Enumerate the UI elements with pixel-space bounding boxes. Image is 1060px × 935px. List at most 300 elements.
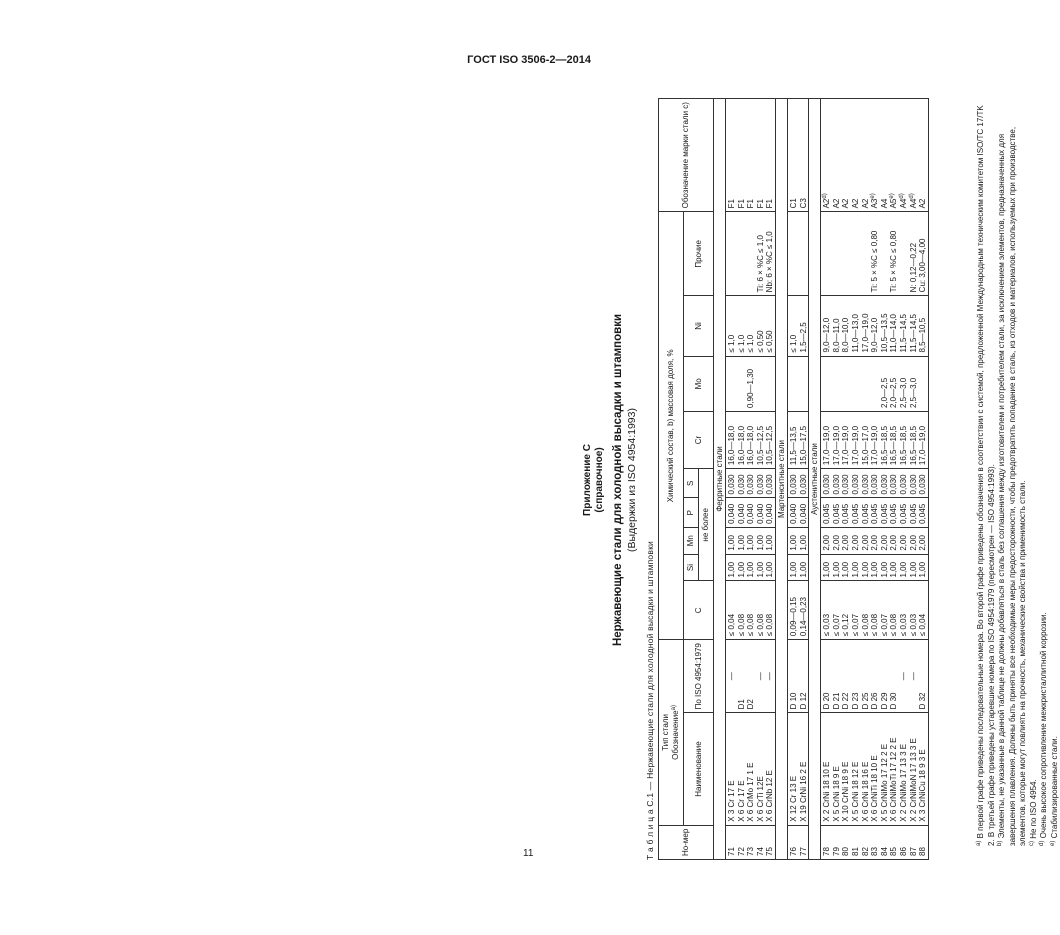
row-iso: —: [909, 640, 919, 713]
row-C: ≤ 0,03: [909, 581, 919, 640]
rotated-appendix: [582, 80, 1059, 860]
row-C: ≤ 0,08: [737, 581, 747, 640]
row-Si: 1,00: [861, 554, 871, 581]
row-Si: 1,00: [787, 554, 798, 581]
section-row: [775, 99, 787, 860]
header-C: C: [684, 581, 714, 640]
row-Ni: 8,0—11,0: [832, 296, 842, 356]
row-name: X 5 CrNi 18 9 E: [832, 713, 842, 825]
footnote-text: В первой графе приведены последовательные номера. Во второй графе приведены обозначения в соответствии с системой, предложенной Международным техническим комитетом ISO/TC 17/TK 2. В третьей графе приведены устаревшие номера по ISO 4954:1979 (пересмотрен — ISO 4954:1993).: [976, 105, 996, 846]
row-Mn: 2,00: [841, 527, 851, 554]
header-mark: Обозначение марки стали c): [659, 99, 714, 212]
row-C: ≤ 0,04: [918, 581, 928, 640]
footnote: [976, 100, 997, 860]
footnote-text: Очень высокое сопротивление межкристаллитной коррозии.: [1039, 612, 1048, 841]
row-Cr: 10,5—12,5: [756, 412, 766, 469]
row-P: 0,040: [799, 498, 809, 527]
table-row: [918, 99, 928, 860]
row-Si: 1,00: [832, 554, 842, 581]
row-Cr: 17,0—19,0: [918, 412, 928, 469]
row-Si: 1,00: [756, 554, 766, 581]
row-num: 76: [787, 825, 798, 859]
row-num: 74: [756, 825, 766, 859]
row-mark-note: d): [898, 193, 905, 199]
table-row: [841, 99, 851, 860]
row-P: 0,045: [880, 498, 890, 527]
row-Cr: 10,5—12,5: [765, 412, 775, 469]
row-C: ≤ 0,03: [899, 581, 909, 640]
row-Cr: 17,0—19,0: [832, 412, 842, 469]
row-other: [799, 212, 809, 296]
row-mark: A2: [851, 99, 861, 212]
row-name: X 6 CrMo 17 1 E: [746, 713, 756, 825]
row-mark: A2: [918, 99, 928, 212]
row-Mo: 2,0—2,5: [880, 356, 890, 411]
row-Mn: 2,00: [889, 527, 899, 554]
row-Ni: ≤ 0,50: [756, 296, 766, 356]
row-Mo: 0,90—1,30: [746, 356, 756, 411]
row-num: 82: [861, 825, 871, 859]
footnote: [1039, 100, 1050, 860]
row-iso: D 23: [851, 640, 861, 713]
row-Ni: 11,5—14,5: [909, 296, 919, 356]
table-row: [909, 99, 919, 860]
row-iso: —: [756, 640, 766, 713]
row-Mn: 2,00: [870, 527, 880, 554]
row-Mn: 2,00: [918, 527, 928, 554]
header-Cr: Cr: [684, 412, 714, 469]
row-Cr: 16,5—18,5: [880, 412, 890, 469]
row-Ni: 11,0—13,0: [851, 296, 861, 356]
table-row: [899, 99, 909, 860]
row-Mn: 1,00: [746, 527, 756, 554]
row-Mo: 2,5—3,0: [899, 356, 909, 411]
row-iso: D 10: [787, 640, 798, 713]
row-num: 81: [851, 825, 861, 859]
row-other: [821, 212, 832, 296]
row-Cr: 11,5—13,5: [787, 412, 798, 469]
row-Ni: ≤ 0,50: [765, 296, 775, 356]
row-mark: A2: [832, 99, 842, 212]
row-name: X 6 CrNiMoTi 17 12 2 E: [889, 713, 899, 825]
row-Ni: 9,0—12,0: [870, 296, 880, 356]
footnote-mark: d): [1039, 840, 1045, 846]
row-mark: F1: [726, 99, 737, 212]
row-Si: 1,00: [909, 554, 919, 581]
row-num: 78: [821, 825, 832, 859]
header-Mn: Mn: [684, 527, 699, 554]
row-name: X 2 CrNiMoN 17 13 3 E: [909, 713, 919, 825]
row-Mn: 2,00: [861, 527, 871, 554]
row-name: X 3 CrNiCu 18 9 3 E: [918, 713, 928, 825]
row-Si: 1,00: [821, 554, 832, 581]
row-other: Cu: 3,00—4,00: [918, 212, 928, 296]
row-P: 0,045: [832, 498, 842, 527]
row-name: X 5 CrNiMo 17 12 2 E: [880, 713, 890, 825]
row-C: ≤ 0,08: [861, 581, 871, 640]
row-Si: 1,00: [765, 554, 775, 581]
row-Si: 1,00: [726, 554, 737, 581]
row-Cr: 16,5—18,5: [889, 412, 899, 469]
row-iso: —: [899, 640, 909, 713]
row-mark: A4: [880, 99, 890, 212]
row-S: 0,030: [889, 469, 899, 498]
footnote-mark: b): [997, 840, 1003, 846]
row-Ni: 8,5—10,5: [918, 296, 928, 356]
row-Mn: 1,00: [765, 527, 775, 554]
row-mark: F1: [756, 99, 766, 212]
section-title: Мартенситные стали: [775, 99, 787, 860]
row-name: X 5 CrNi 18 12 E: [851, 713, 861, 825]
table-caption: Т а б л и ц а С.1 — Нержавеющие стали для холодной высадки и штамповки: [645, 541, 655, 860]
row-num: 87: [909, 825, 919, 859]
row-Mo: [726, 356, 737, 411]
row-Mo: [787, 356, 798, 411]
row-Si: 1,00: [841, 554, 851, 581]
row-Ni: ≤ 1,0: [787, 296, 798, 356]
row-name: X 6 CrNiTi 18 10 E: [870, 713, 880, 825]
row-num: 73: [746, 825, 756, 859]
header-S: S: [684, 469, 699, 498]
row-Ni: ≤ 1,0: [746, 296, 756, 356]
row-S: 0,030: [841, 469, 851, 498]
row-num: 79: [832, 825, 842, 859]
row-Si: 1,00: [746, 554, 756, 581]
row-Mn: 2,00: [832, 527, 842, 554]
table-row: [880, 99, 890, 860]
header-Si: Si: [684, 554, 699, 581]
row-S: 0,030: [851, 469, 861, 498]
row-num: 80: [841, 825, 851, 859]
row-Mn: 1,00: [737, 527, 747, 554]
row-iso: D2: [746, 640, 756, 713]
footnote: [1029, 100, 1040, 860]
row-P: 0,040: [756, 498, 766, 527]
row-name: X 6 CrNi 18 16 E: [861, 713, 871, 825]
row-Cr: 17,0—19,0: [841, 412, 851, 469]
header-steel-type: [659, 640, 684, 826]
row-Mo: [821, 356, 832, 411]
row-other: Ti: 6 × %C ≤ 1,0: [756, 212, 766, 296]
row-Mn: 2,00: [880, 527, 890, 554]
row-Mo: [851, 356, 861, 411]
row-mark: F1: [746, 99, 756, 212]
row-other: [861, 212, 871, 296]
row-mark: A2: [841, 99, 851, 212]
row-num: 86: [899, 825, 909, 859]
row-S: 0,030: [899, 469, 909, 498]
header-Ni: Ni: [684, 296, 714, 356]
row-Ni: 11,5—14,5: [899, 296, 909, 356]
row-name: X 10 CrNi 18 9 E: [841, 713, 851, 825]
row-iso: D 20: [821, 640, 832, 713]
footnote-mark: c): [1028, 841, 1035, 846]
row-iso: D 26: [870, 640, 880, 713]
footnote: [1050, 100, 1060, 860]
footnote: [997, 100, 1029, 860]
row-num: 71: [726, 825, 737, 859]
row-other: Nb: 6 × %C ≤ 1,0: [765, 212, 775, 296]
row-Mo: [765, 356, 775, 411]
row-Si: 1,00: [870, 554, 880, 581]
row-num: 84: [880, 825, 890, 859]
page-number: 11: [523, 848, 534, 859]
appendix-title: Приложение С: [582, 444, 593, 516]
row-name: X 6 Cr 17 E: [737, 713, 747, 825]
row-C: 0,09—0,15: [787, 581, 798, 640]
header-designation-note: a): [671, 705, 677, 711]
table-row: [726, 99, 737, 860]
row-mark-note: d): [822, 193, 829, 199]
header-other: Прочие: [684, 212, 714, 296]
row-iso: D 32: [918, 640, 928, 713]
row-Mn: 2,00: [851, 527, 861, 554]
row-iso: D1: [737, 640, 747, 713]
row-num: 77: [799, 825, 809, 859]
row-Cr: 17,0—19,0: [851, 412, 861, 469]
row-name: X 3 Cr 17 E: [726, 713, 737, 825]
row-Mo: [756, 356, 766, 411]
row-S: 0,030: [918, 469, 928, 498]
row-S: 0,030: [821, 469, 832, 498]
row-Mo: [799, 356, 809, 411]
row-other: [737, 212, 747, 296]
row-Si: 1,00: [918, 554, 928, 581]
header-row: [684, 99, 699, 860]
table-row: [787, 99, 798, 860]
header-designation-label: Обозначение: [671, 710, 680, 760]
row-C: ≤ 0,12: [841, 581, 851, 640]
row-other: Ti: 5 × %C ≤ 0,80: [889, 212, 899, 296]
row-mark-note: e): [870, 193, 877, 199]
row-Si: 1,00: [889, 554, 899, 581]
row-Mn: 1,00: [726, 527, 737, 554]
row-Mn: 2,00: [899, 527, 909, 554]
row-Ni: 11,0—14,0: [889, 296, 899, 356]
row-S: 0,030: [746, 469, 756, 498]
row-Cr: 16,5—18,5: [909, 412, 919, 469]
row-C: ≤ 0,04: [726, 581, 737, 640]
row-other: [832, 212, 842, 296]
row-num: 75: [765, 825, 775, 859]
row-S: 0,030: [765, 469, 775, 498]
header-num: Но-мер: [659, 825, 714, 859]
row-other: N: 0,12—0,22: [909, 212, 919, 296]
row-name: X 6 CrNb 12 E: [765, 713, 775, 825]
row-C: ≤ 0,03: [821, 581, 832, 640]
row-iso: D 25: [861, 640, 871, 713]
row-other: [726, 212, 737, 296]
row-mark: C3: [799, 99, 809, 212]
row-Ni: 10,5—13,5: [880, 296, 890, 356]
row-Si: 1,00: [737, 554, 747, 581]
row-S: 0,030: [756, 469, 766, 498]
section-title: Аустенитные стали: [809, 99, 821, 860]
row-S: 0,030: [832, 469, 842, 498]
row-P: 0,040: [726, 498, 737, 527]
steel-table: [658, 98, 929, 860]
row-Si: 1,00: [899, 554, 909, 581]
row-C: ≤ 0,08: [746, 581, 756, 640]
row-mark: A2$^{d)}$: [821, 99, 832, 212]
footnote-text: Стабилизированные стали.: [1049, 736, 1059, 841]
row-Ni: 9,0—12,0: [821, 296, 832, 356]
header-steel-type-label: Тип стали: [661, 714, 670, 751]
footnote-mark: a): [976, 840, 982, 846]
row-P: 0,045: [841, 498, 851, 527]
row-iso: D 21: [832, 640, 842, 713]
row-Mo: [841, 356, 851, 411]
row-num: 88: [918, 825, 928, 859]
row-mark: A4$^{d)}$: [899, 99, 909, 212]
header-iso: По ISO 4954:1979: [684, 640, 714, 713]
appendix-subtitle: (справочное): [594, 447, 605, 513]
header-not-more: не более: [699, 469, 714, 581]
row-name: X 2 CrNiMo 17 13 3 E: [899, 713, 909, 825]
footnote-mark: e): [1049, 840, 1056, 846]
table-row: [765, 99, 775, 860]
section-title: Ферритные стали: [714, 99, 726, 860]
row-C: ≤ 0,07: [851, 581, 861, 640]
row-Ni: ≤ 1,0: [737, 296, 747, 356]
table-row: [861, 99, 871, 860]
row-S: 0,030: [880, 469, 890, 498]
row-C: ≤ 0,08: [756, 581, 766, 640]
row-P: 0,045: [918, 498, 928, 527]
row-other: [746, 212, 756, 296]
row-Cr: 16,5—18,5: [899, 412, 909, 469]
appendix-heading-sub: (Выдержки из ISO 4954:1993): [626, 408, 638, 552]
row-other: [851, 212, 861, 296]
row-mark: F1: [765, 99, 775, 212]
row-S: 0,030: [726, 469, 737, 498]
footnote-text: Элементы, не указанные в данной таблице не должны добавляться в сталь без соглашения между изготовителем и потребителем стали, за исключением элементов, предназначенных для завершения плавления. Должны быть приняты все необходимые меры предосторожности, чтобы предотвратить попадание в сталь, из отходов и материалов, используемых при производстве, элементов, которые могут повлиять на прочность, механические свойства и применимость стали.: [997, 126, 1027, 846]
row-mark: C1: [787, 99, 798, 212]
row-iso: D 12: [799, 640, 809, 713]
row-P: 0,045: [851, 498, 861, 527]
row-iso: D 30: [889, 640, 899, 713]
row-Mo: [918, 356, 928, 411]
document-header: ГОСТ ISO 3506-2—2014: [467, 54, 591, 66]
row-name: X 6 CrTi 12E: [756, 713, 766, 825]
row-Ni: 17,0—19,0: [861, 296, 871, 356]
header-name: Наименование: [684, 713, 714, 825]
header-chemical-composition: Химический состав, b) массовая доля, %: [659, 212, 684, 640]
row-name: X 12 Cr 13 E: [787, 713, 798, 825]
row-C: ≤ 0,08: [765, 581, 775, 640]
row-mark-note: d): [908, 193, 915, 199]
row-Cr: 17,0—19,0: [870, 412, 880, 469]
row-iso: D 22: [841, 640, 851, 713]
row-mark: F1: [737, 99, 747, 212]
row-P: 0,045: [909, 498, 919, 527]
row-C: ≤ 0,08: [889, 581, 899, 640]
row-Si: 1,00: [851, 554, 861, 581]
table-row: [889, 99, 899, 860]
row-C: 0,14—0,23: [799, 581, 809, 640]
row-other: Ti: 5 × %C ≤ 0,80: [870, 212, 880, 296]
row-other: [841, 212, 851, 296]
row-Mo: [861, 356, 871, 411]
row-Mn: 1,00: [799, 527, 809, 554]
row-Cr: 16,0—18,0: [726, 412, 737, 469]
row-S: 0,030: [861, 469, 871, 498]
row-mark: A4$^{d)}$: [909, 99, 919, 212]
row-Cr: 16,0—18,0: [746, 412, 756, 469]
table-row: [821, 99, 832, 860]
row-P: 0,045: [821, 498, 832, 527]
row-C: ≤ 0,07: [832, 581, 842, 640]
row-P: 0,045: [899, 498, 909, 527]
row-name: X 19 CrNi 16 2 E: [799, 713, 809, 825]
row-num: 72: [737, 825, 747, 859]
table-row: [756, 99, 766, 860]
row-Mo: 2,0—2,5: [889, 356, 899, 411]
row-Cr: 17,0—19,0: [821, 412, 832, 469]
table-notes: [976, 100, 1060, 860]
row-S: 0,030: [737, 469, 747, 498]
row-Cr: 16,0—18,0: [737, 412, 747, 469]
row-Ni: 8,0—10,0: [841, 296, 851, 356]
table-row: [746, 99, 756, 860]
row-S: 0,030: [870, 469, 880, 498]
row-iso: —: [765, 640, 775, 713]
row-Mn: 2,00: [909, 527, 919, 554]
row-P: 0,045: [889, 498, 899, 527]
row-other: [899, 212, 909, 296]
row-Mo: [832, 356, 842, 411]
header-P: P: [684, 498, 699, 527]
table-row: [870, 99, 880, 860]
row-Mn: 2,00: [821, 527, 832, 554]
row-Si: 1,00: [799, 554, 809, 581]
row-mark: A5$^{e)}$: [889, 99, 899, 212]
table-row: [851, 99, 861, 860]
section-row: [809, 99, 821, 860]
row-iso: D 29: [880, 640, 890, 713]
row-P: 0,040: [765, 498, 775, 527]
row-num: 83: [870, 825, 880, 859]
row-P: 0,040: [737, 498, 747, 527]
row-C: ≤ 0,08: [870, 581, 880, 640]
section-row: [714, 99, 726, 860]
row-P: 0,040: [746, 498, 756, 527]
row-other: [880, 212, 890, 296]
row-Mo: [870, 356, 880, 411]
row-Mn: 1,00: [756, 527, 766, 554]
row-Mn: 1,00: [787, 527, 798, 554]
row-name: X 2 CrNi 18 10 E: [821, 713, 832, 825]
row-Mo: 2,5—3,0: [909, 356, 919, 411]
row-mark-note: e): [889, 193, 896, 199]
row-S: 0,030: [787, 469, 798, 498]
table-row: [832, 99, 842, 860]
row-P: 0,045: [870, 498, 880, 527]
row-Si: 1,00: [880, 554, 890, 581]
row-other: [787, 212, 798, 296]
row-mark: A3$^{e)}$: [870, 99, 880, 212]
row-Cr: 15,0—17,5: [799, 412, 809, 469]
row-Mo: [737, 356, 747, 411]
footnote-text: Не по ISO 4954.: [1028, 779, 1038, 841]
row-Ni: 1,5—2,5: [799, 296, 809, 356]
row-Ni: ≤ 1,0: [726, 296, 737, 356]
row-P: 0,040: [787, 498, 798, 527]
row-iso: —: [726, 640, 737, 713]
table-row: [799, 99, 809, 860]
row-S: 0,030: [909, 469, 919, 498]
table-row: [737, 99, 747, 860]
